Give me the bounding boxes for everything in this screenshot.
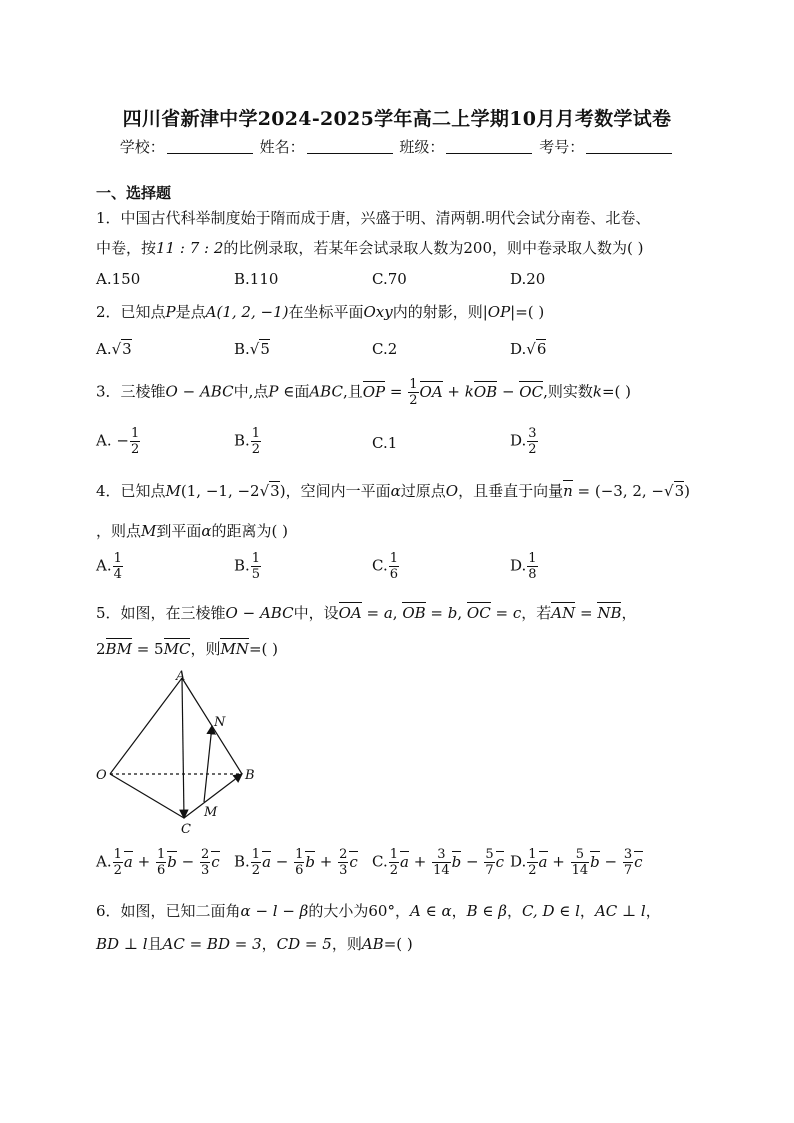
school-blank[interactable] [167,139,253,154]
q4-option-a[interactable]: A. $\frac{1}{4}$ [96,551,122,582]
q4-option-d[interactable]: D. $\frac{1}{8}$ [510,551,537,582]
q5-line1: 5．如图，在三棱锥O − ABC中，设OA = a, OB = b, OC = c，若AN = NB， [96,604,637,622]
label-a: A [176,669,186,684]
q4-line2: ，则点M到平面α的距离为( ) [96,522,289,540]
q1-line1: 1．中国古代科举制度始于隋而成于唐，兴盛于明、清两朝.明代会试分南卷、北卷、 [96,209,651,227]
q5-option-b[interactable]: B. $\frac{1}{2}$ a − $\frac{1}{6}$ b + $\frac{2}{3}$ c [234,847,358,878]
school-label: 学校： [119,138,165,156]
number-blank[interactable] [586,139,672,154]
edge-oa [110,678,182,774]
q5-option-d[interactable]: D. $\frac{1}{2}$ a + $\frac{5}{14}$ b − $\frac{3}{7}$ c [510,847,643,878]
label-n: N [214,715,226,730]
section-heading: 一、选择题 [96,184,172,202]
q2-option-d[interactable]: D.√6 [510,340,547,358]
q5-option-c[interactable]: C. $\frac{1}{2}$ a + $\frac{3}{14}$ b − $\frac{5}{7}$ c [372,847,505,878]
q2-stem: 2．已知点P是点A(1, 2, −1)在坐标平面Oxy内的射影，则|OP|=( ) [96,303,545,321]
q4-option-b[interactable]: B. $\frac{1}{5}$ [234,551,261,582]
q3-option-a[interactable]: A. − $\frac{1}{2}$ [96,426,140,457]
class-label: 班级： [399,138,445,156]
tetrahedron-figure [96,668,266,838]
number-label: 考号： [539,138,585,156]
edge-ac [182,678,184,818]
q2-option-c[interactable]: C.2 [372,340,398,358]
q4-option-c[interactable]: C. $\frac{1}{6}$ [372,551,398,582]
q3-option-b[interactable]: B. $\frac{1}{2}$ [234,426,261,457]
q6-line2: BD ⊥ l且AC = BD = 3，CD = 5，则AB=( ) [96,935,413,953]
q1-line2: 中卷，按11 : 7 : 2的比例录取，若某年会试录取人数为200，则中卷录取人数为( ) [96,239,644,257]
q2-option-a[interactable]: A.√3 [96,340,132,358]
q3-stem: 3．三棱锥O − ABC中,点P ∈面ABC,且OP = $\frac{1}{2}$ OA + kOB − OC,则实数k=( ) [96,377,631,408]
label-c: C [181,822,191,837]
label-m: M [204,805,218,820]
label-o: O [96,768,107,783]
vector-mn [204,726,212,802]
q5-option-a[interactable]: A. $\frac{1}{2}$ a + $\frac{1}{6}$ b − $\frac{2}{3}$ c [96,847,220,878]
class-blank[interactable] [446,139,532,154]
name-label: 姓名： [259,138,305,156]
student-info-row [0,136,794,157]
label-b: B [245,768,255,783]
q1-option-d[interactable]: D.20 [510,270,546,288]
q1-option-c[interactable]: C.70 [372,270,407,288]
q4-line1: 4．已知点M(1, −1, −2√3)，空间内一平面α过原点O，且垂直于向量n = (−3, 2, −√3) [96,482,690,500]
q5-line2: 2BM = 5MC，则MN=( ) [96,640,278,658]
name-blank[interactable] [307,139,393,154]
edge-oc [110,774,184,818]
q1-option-b[interactable]: B.110 [234,270,279,288]
q6-line1: 6．如图，已知二面角α − l − β的大小为60°，A ∈ α，B ∈ β，C, D ∈ l，AC ⊥ l， [96,902,661,920]
q2-option-b[interactable]: B.√5 [234,340,270,358]
q3-option-d[interactable]: D. $\frac{3}{2}$ [510,426,537,457]
page-title: 四川省新津中学2024-2025学年高二上学期10月月考数学试卷 [122,108,672,130]
q3-option-c[interactable]: C.1 [372,434,398,452]
q1-option-a[interactable]: A.150 [96,270,141,288]
